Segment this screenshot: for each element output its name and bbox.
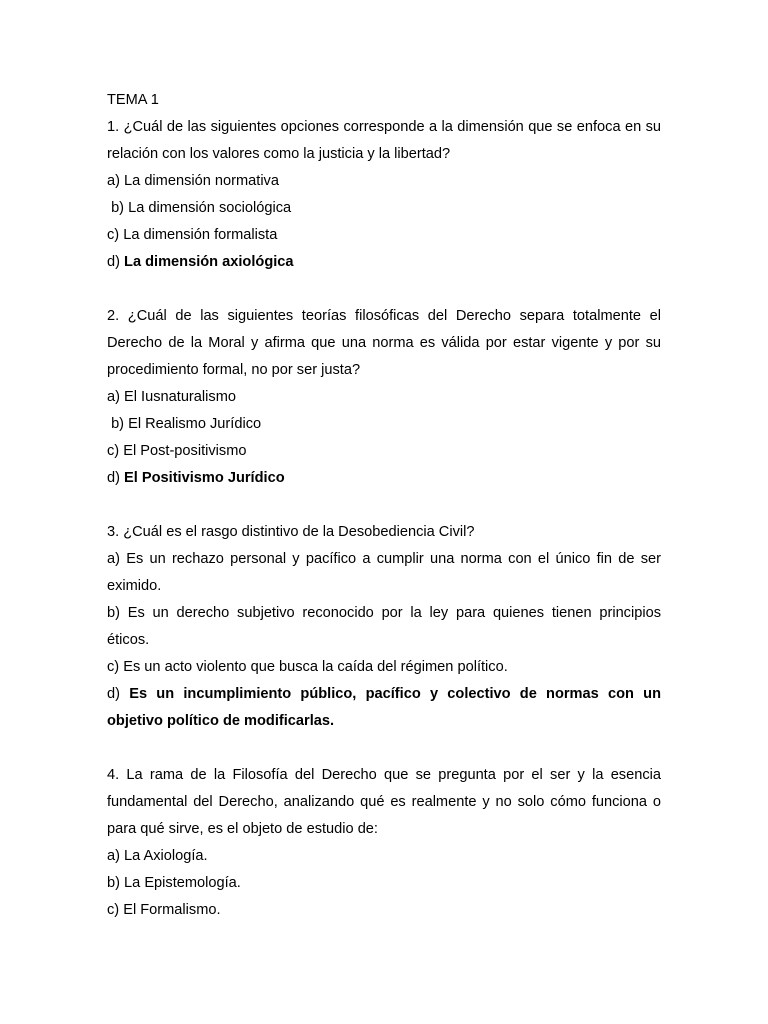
option-prefix: a) (107, 848, 125, 864)
option-text: La dimensión normativa (124, 173, 279, 189)
option-prefix: c) (107, 659, 124, 675)
option-d (107, 249, 661, 276)
spacer (107, 735, 661, 762)
question-text: 4. La rama de la Filosofía del Derecho que se pregunta por el ser y la esencia fundamental del Derecho, analizando qué es realmente y no solo cómo funciona o para qué sirve, es el objeto de estudio de: (107, 767, 666, 837)
option-b (107, 195, 661, 222)
question-block-1 (107, 114, 666, 276)
option-text: Es un derecho subjetivo reconocido por la ley para quienes tienen principios éticos. (107, 605, 666, 648)
correct-answer-text: Es un incumplimiento público, pacífico y colectivo de normas con un objetivo político de modificarlas. (107, 686, 666, 729)
option-d (107, 465, 661, 492)
option-c (107, 222, 661, 249)
option-prefix: a) (107, 551, 127, 567)
option-c (107, 897, 661, 924)
option-a (107, 546, 666, 600)
question-block-3 (107, 519, 666, 735)
correct-answer-text: El Positivismo Jurídico (124, 470, 285, 486)
option-prefix: b) (107, 200, 129, 216)
option-prefix: d) (107, 254, 125, 270)
spacer (107, 276, 661, 303)
option-a (107, 843, 661, 870)
question-text: 1. ¿Cuál de las siguientes opciones corresponde a la dimensión que se enfoca en su relación con los valores como la justicia y la libertad? (107, 119, 666, 162)
option-prefix: c) (107, 902, 124, 918)
question-block-4 (107, 762, 666, 924)
option-text: Es un rechazo personal y pacífico a cumplir una norma con el único fin de ser eximido. (107, 551, 666, 594)
option-prefix: a) (107, 173, 125, 189)
question-block-2 (107, 303, 666, 492)
option-text: El Iusnaturalismo (124, 389, 236, 405)
option-text: La dimensión formalista (123, 227, 278, 243)
option-d (107, 681, 666, 735)
option-c (107, 654, 661, 681)
option-prefix: a) (107, 389, 125, 405)
option-b (107, 411, 661, 438)
option-text: Es un acto violento que busca la caída del régimen político. (123, 659, 508, 675)
question-text: 3. ¿Cuál es el rasgo distintivo de la Desobediencia Civil? (107, 524, 475, 540)
option-text: El Formalismo. (123, 902, 221, 918)
document-title: TEMA 1 (107, 92, 159, 108)
correct-answer-text: La dimensión axiológica (124, 254, 294, 270)
option-b (107, 870, 661, 897)
option-a (107, 168, 661, 195)
option-prefix: c) (107, 227, 124, 243)
option-prefix: b) (107, 416, 129, 432)
option-text: El Post-positivismo (123, 443, 247, 459)
option-text: El Realismo Jurídico (128, 416, 262, 432)
option-prefix: b) (107, 605, 128, 621)
spacer (107, 492, 661, 519)
option-a (107, 384, 661, 411)
option-prefix: d) (107, 470, 125, 486)
option-prefix: d) (107, 686, 130, 702)
option-prefix: c) (107, 443, 124, 459)
option-text: La dimensión sociológica (128, 200, 292, 216)
option-c (107, 438, 661, 465)
option-prefix: b) (107, 875, 125, 891)
option-text: La Epistemología. (124, 875, 241, 891)
option-b (107, 600, 666, 654)
question-text: 2. ¿Cuál de las siguientes teorías filosóficas del Derecho separa totalmente el Derecho de la Moral y afirma que una norma es válida por estar vigente y por su procedimiento formal, no por ser justa? (107, 308, 666, 378)
document-page (107, 87, 666, 924)
option-text: La Axiología. (124, 848, 208, 864)
